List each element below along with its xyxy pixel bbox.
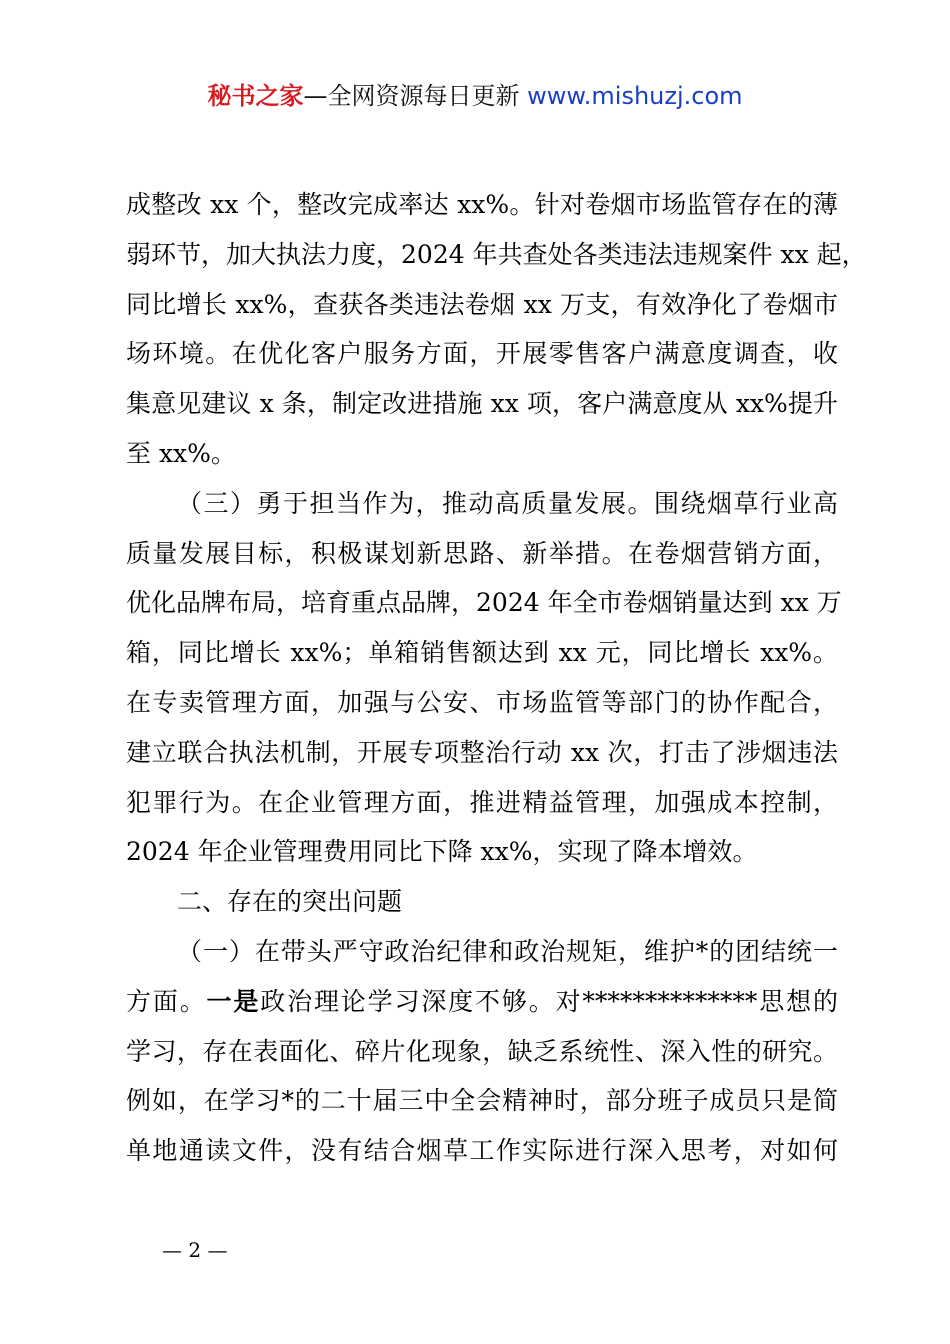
body-line: 至 xx%。 <box>126 438 236 468</box>
page-number: — 2 — <box>162 1238 228 1262</box>
body-line: 弱环节，加大执法力度，2024 年共查处各类违法违规案件 xx 起， <box>126 239 867 269</box>
body-line: 例如，在学习*的二十届三中全会精神时，部分班子成员只是简 <box>126 1086 838 1116</box>
body-line: 集意见建议 x 条，制定改进措施 xx 项，客户满意度从 xx%提升 <box>126 389 838 419</box>
body-line-part: 方面。 <box>126 986 207 1016</box>
site-banner <box>0 80 950 112</box>
body-line: 单地通读文件，没有结合烟草工作实际进行深入思考，对如何 <box>126 1136 838 1166</box>
emphasis-label: 一是 <box>206 986 261 1016</box>
body-line: 学习，存在表面化、碎片化现象，缺乏系统性、深入性的研究。 <box>126 1036 838 1066</box>
body-line: 优化品牌布局，培育重点品牌，2024 年全市卷烟销量达到 xx 万 <box>126 588 842 618</box>
body-line: 同比增长 xx%，查获各类违法卷烟 xx 万支，有效净化了卷烟市 <box>126 289 838 319</box>
body-line <box>126 977 838 1027</box>
body-line: 成整改 xx 个，整改完成率达 xx%。针对卷烟市场监管存在的薄 <box>126 190 838 219</box>
site-url-link[interactable]: www.mishuzj.com <box>527 82 743 110</box>
banner-tagline: —全网资源每日更新 <box>303 82 520 110</box>
section-heading: 二、存在的突出问题 <box>177 887 403 917</box>
document-body <box>126 180 867 1176</box>
body-line: 犯罪行为。在企业管理方面，推进精益管理，加强成本控制， <box>126 787 838 817</box>
body-line: 建立联合执法机制，开展专项整治行动 xx 次，打击了涉烟违法 <box>126 737 838 767</box>
body-line-part: 政治理论学习深度不够。对**************思想的 <box>260 986 838 1016</box>
body-line: （一）在带头严守政治纪律和政治规矩，维护*的团结统一 <box>177 936 838 966</box>
body-line: （三）勇于担当作为，推动高质量发展。围绕烟草行业高 <box>177 488 838 518</box>
body-line: 在专卖管理方面，加强与公安、市场监管等部门的协作配合， <box>126 687 838 717</box>
body-line: 箱，同比增长 xx%；单箱销售额达到 xx 元，同比增长 xx%。 <box>126 638 838 668</box>
body-line: 2024 年企业管理费用同比下降 xx%，实现了降本增效。 <box>126 837 758 867</box>
body-line: 场环境。在优化客户服务方面，开展零售客户满意度调查，收 <box>126 339 838 369</box>
brand-name: 秘书之家 <box>207 82 304 110</box>
body-line: 质量发展目标，积极谋划新思路、新举措。在卷烟营销方面， <box>126 538 838 568</box>
